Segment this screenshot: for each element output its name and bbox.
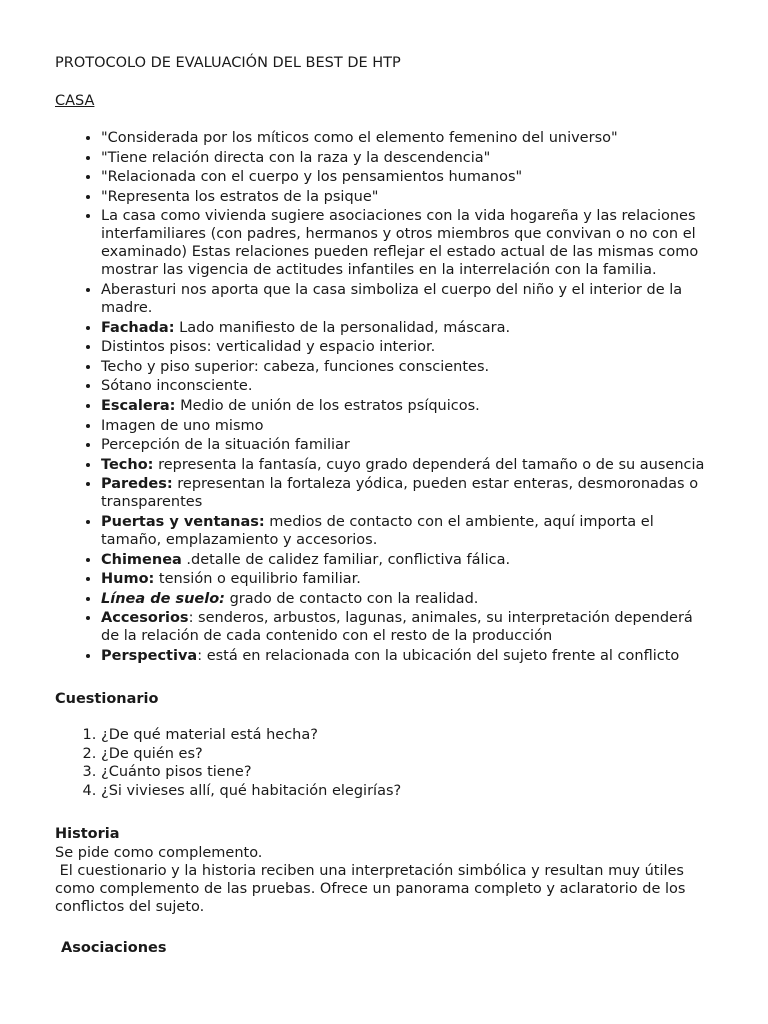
list-item-text: Sótano inconsciente. (101, 378, 253, 395)
list-item (101, 513, 715, 549)
list-item-text: Techo y piso superior: cabeza, funciones conscientes. (101, 358, 490, 375)
list-item (101, 590, 715, 608)
list-item-text: tensión o equilibrio familiar. (154, 571, 361, 588)
list-item-text: .detalle de calidez familiar, conflictiva fálica. (181, 551, 511, 568)
list-item-term: Humo: (101, 571, 155, 588)
list-item-text: "Tiene relación directa con la raza y la descendencia" (101, 149, 491, 166)
question-list (55, 726, 715, 800)
question-item: 4. ¿Si vivieses allí, qué habitación elegirías? (101, 782, 715, 800)
historia-heading: Historia (55, 825, 120, 842)
list-item-text: "Relacionada con el cuerpo y los pensamientos humanos" (101, 169, 523, 186)
list-item-term: Techo: (101, 456, 154, 473)
document-page (55, 53, 715, 958)
list-item (101, 609, 715, 645)
list-item-text: representan la fortaleza yódica, pueden estar enteras, desmoronadas o transparentes (101, 476, 703, 511)
asociaciones-heading: Asociaciones (61, 939, 167, 956)
list-item-text: Lado manifiesto de la personalidad, máscara. (174, 319, 511, 336)
list-item (101, 281, 715, 317)
list-item-text: "Considerada por los míticos como el elemento femenino del universo" (101, 130, 618, 146)
list-item-text: : senderos, arbustos, lagunas, animales, su interpretación dependerá de la relación de cada contenido con el resto de la producción (101, 610, 698, 645)
list-item (101, 551, 715, 569)
list-item (101, 647, 715, 665)
list-item-text: grado de contacto con la realidad. (224, 590, 479, 607)
question-item: 3. ¿Cuánto pisos tiene? (101, 763, 715, 781)
list-item (101, 149, 715, 167)
list-item (101, 319, 715, 337)
list-item-text: Imagen de uno mismo (101, 417, 264, 434)
list-item (101, 397, 715, 415)
list-item-term: Escalera: (101, 397, 176, 414)
list-item-text: representa la fantasía, cuyo grado dependerá del tamaño o de su ausencia (153, 456, 705, 473)
list-item-term: Paredes: (101, 476, 173, 493)
list-item (101, 377, 715, 395)
list-item (101, 358, 715, 376)
list-item-text: La casa como vivienda sugiere asociaciones con la vida hogareña y las relaciones interfamiliares (con padres, hermanos y otros miembros que convivan o no con el examinado) Estas relaciones pueden reflejar el estado actual de las mismas como mostrar las vigencia de actitudes infantiles en la interrelación con la familia. (101, 208, 703, 279)
list-item (101, 570, 715, 588)
casa-bullet-list (55, 129, 715, 665)
list-item-text: Aberasturi nos aporta que la casa simboliza el cuerpo del niño y el interior de la madre. (101, 281, 687, 316)
cuestionario-heading: Cuestionario (55, 690, 159, 707)
list-item (101, 436, 715, 454)
list-item-text: "Representa los estratos de la psique" (101, 188, 379, 205)
list-item-text: Medio de unión de los estratos psíquicos. (175, 397, 480, 414)
list-item-text: medios de contacto con el ambiente, aquí importa el tamaño, emplazamiento y accesorios. (101, 513, 659, 548)
section-casa-heading: CASA (55, 93, 95, 109)
list-item (101, 129, 715, 147)
list-item (101, 475, 715, 511)
list-item (101, 338, 715, 356)
interpretation-paragraph: El cuestionario y la historia reciben una interpretación simbólica y resultan muy útiles como complemento de las pruebas. Ofrece un panorama completo y aclaratorio de los conflictos del sujeto. (55, 862, 691, 915)
list-item-term: Perspectiva (101, 647, 198, 664)
list-item-text: : está en relacionada con la ubicación del sujeto frente al conflicto (197, 647, 680, 664)
list-item (101, 168, 715, 186)
list-item (101, 188, 715, 206)
question-item: 1. ¿De qué material está hecha? (101, 726, 715, 744)
list-item (101, 417, 715, 435)
list-item (101, 456, 715, 474)
list-item-term: Accesorios (101, 610, 189, 627)
list-item-text: Percepción de la situación familiar (101, 437, 350, 454)
list-item-term: Chimenea (101, 551, 182, 568)
list-item-text: Distintos pisos: verticalidad y espacio interior. (101, 339, 436, 356)
list-item (101, 207, 715, 279)
list-item-term: Puertas y ventanas: (101, 513, 265, 530)
question-item: 2. ¿De quién es? (101, 745, 715, 763)
historia-text: Se pide como complemento. (55, 844, 263, 861)
list-item-term: Línea de suelo: (101, 590, 225, 607)
list-item-term: Fachada: (101, 319, 175, 336)
document-title: PROTOCOLO DE EVALUACIÓN DEL BEST DE HTP (55, 55, 401, 71)
